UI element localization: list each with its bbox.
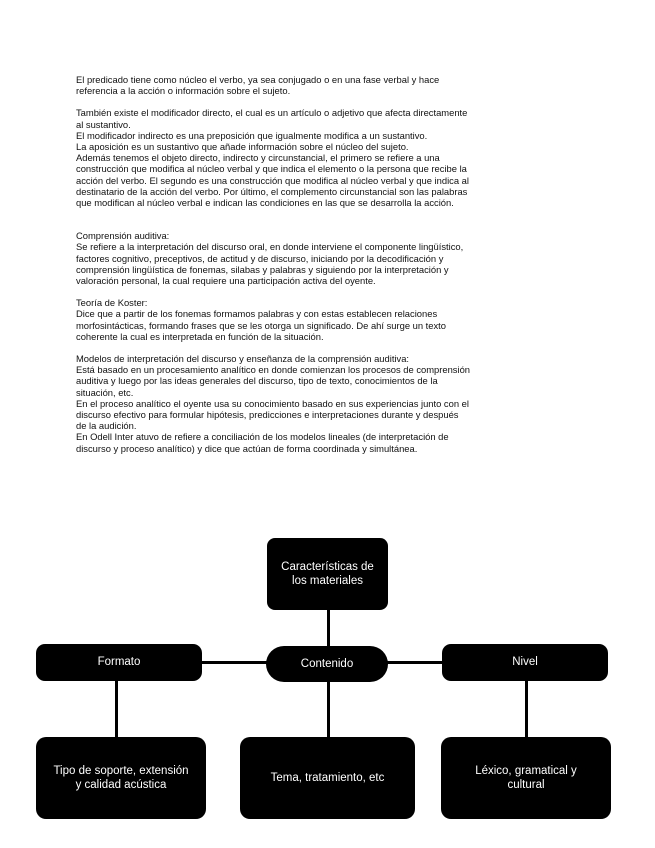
node-contenido: Contenido — [266, 646, 388, 682]
connector-top-center — [327, 608, 330, 646]
node-lexico-gramatical: Léxico, gramatical y cultural — [441, 737, 611, 819]
paragraph-modelos-interpretacion: Modelos de interpretación del discurso y enseñanza de la comprensión auditiva: Está basado en un procesamiento analítico en donde comienzan los procesos de comprensión auditiva y luego por las ideas generales del discurso, tipo de texto, conocimientos de la situación, etc. En el proceso analítico el oyente usa su conocimiento basado en sus experiencias junto con el discurso efectivo para formular hipótesis, predicciones e interpretaciones durante y después de la audición. En Odell Inter atuvo de refiere a conciliación de los modelos lineales (de interpretación de discurso y proceso analítico) y dice que actúan de forma coordinada y simultánea. — [76, 353, 470, 454]
node-formato: Formato — [36, 644, 202, 681]
paragraph-predicado: El predicado tiene como núcleo el verbo, ya sea conjugado o en una fase verbal y hace referencia a la acción o información sobre el sujeto. — [76, 74, 440, 97]
node-caracteristicas-materiales: Características de los materiales — [267, 538, 388, 610]
node-nivel: Nivel — [442, 644, 608, 681]
paragraph-comprension-auditiva: Comprensión auditiva: Se refiere a la interpretación del discurso oral, en donde interviene el componente lingüístico, factores cognitivo, preceptivos, de actitud y de discurso, iniciando por la decodificación y comprensión lingüística de fonemas, silabas y palabras y siguiendo por la interpretación y valoración personal, la cual requiere una participación activa del oyente. — [76, 230, 464, 287]
paragraph-modificadores: También existe el modificador directo, el cual es un artículo o adjetivo que afecta directamente al sustantivo. El modificador indirecto es una preposición que igualmente modifica a un sustantivo. La aposición es un sustantivo que añade información sobre el núcleo del sujeto. Además tenemos el objeto directo, indirecto y circunstancial, el primero se refiere a una construcción que modifica al núcleo verbal y que indica el elemento o la persona que recibe la acción del verbo. El segundo es una construcción que modifica al núcleo verbal y que indica al destinatario de la acción del verbo. Por último, el complemento circunstancial son las palabras que modifican al núcleo verbal e indican las condiciones en las que se desarrolla la acción. — [76, 107, 469, 209]
connector-center-bottom — [327, 682, 330, 737]
paragraph-teoria-koster: Teoría de Koster: Dice que a partir de los fonemas formamos palabras y con estas establecen relaciones morfosintácticas, formando frases que se les otorga un significado. De ahí surge un texto coherente la cual es interpretada en función de la situación. — [76, 297, 446, 342]
connector-left-center — [200, 661, 268, 664]
connector-left-bottom — [115, 681, 118, 738]
connector-center-right — [386, 661, 444, 664]
document-body — [76, 74, 582, 454]
node-tema-tratamiento: Tema, tratamiento, etc — [240, 737, 415, 819]
node-tipo-soporte: Tipo de soporte, extensión y calidad acústica — [36, 737, 206, 819]
connector-right-bottom — [525, 681, 528, 738]
